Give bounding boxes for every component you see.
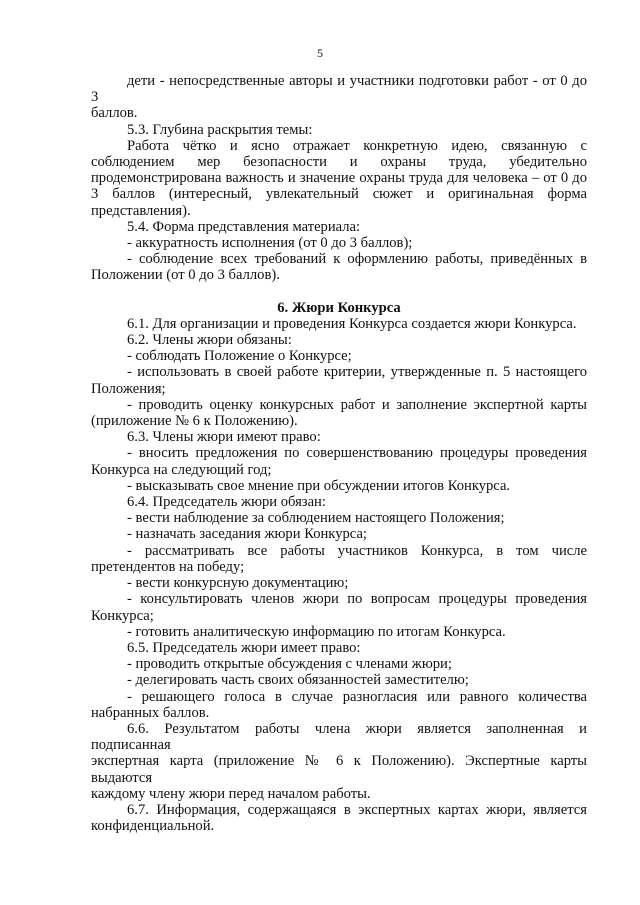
text-line: 3 баллов (интересный, увлекательный сюжет и оригинальная форма — [91, 186, 587, 203]
paragraph — [91, 445, 587, 477]
paragraph — [91, 689, 587, 721]
text-line: (приложение № 6 к Положению). — [91, 413, 298, 430]
paragraph — [91, 122, 587, 138]
text-line: 6.7. Информация, содержащаяся в экспертных картах жюри, является — [127, 801, 587, 818]
text-line: 6.2. Члены жюри обязаны: — [127, 332, 292, 349]
paragraph — [91, 802, 587, 834]
text-line: - высказывать свое мнение при обсуждении итогов Конкурса. — [127, 477, 511, 494]
paragraph — [91, 624, 587, 640]
text-line: Конкурса; — [91, 607, 154, 624]
paragraph — [91, 251, 587, 283]
paragraph — [91, 73, 587, 122]
text-line: 6.3. Члены жюри имеют право: — [127, 429, 321, 446]
text-line: Положения; — [91, 380, 166, 397]
text-line: претендентов на победу; — [91, 558, 245, 575]
text-line: дети - непосредственные авторы и участники подготовки работ - от 0 до 3 — [91, 73, 587, 106]
paragraph — [91, 429, 587, 445]
paragraph — [91, 348, 587, 364]
paragraph — [91, 397, 587, 429]
section-heading: 6. Жюри Конкурса — [277, 299, 401, 316]
text-line: - проводить оценку конкурсных работ и заполнение экспертной карты — [127, 396, 587, 413]
paragraph — [91, 575, 587, 591]
paragraph — [91, 721, 587, 802]
text-line: Конкурса на следующий год; — [91, 461, 272, 478]
text-line: баллов. — [91, 105, 138, 122]
text-line: продемонстрирована важность и значение охраны труда для человека – от 0 до — [91, 170, 587, 187]
document-body — [91, 73, 587, 834]
text-line: - соблюдать Положение о Конкурсе; — [127, 348, 352, 365]
text-line: 6.1. Для организации и проведения Конкурса создается жюри Конкурса. — [127, 315, 577, 332]
text-line: - соблюдение всех требований к оформлению работы, приведённых в — [127, 251, 587, 268]
text-line: - проводить открытые обсуждения с членами жюри; — [127, 656, 452, 673]
paragraph — [91, 364, 587, 396]
text-line: 6.5. Председатель жюри имеет право: — [127, 639, 361, 656]
paragraph — [91, 526, 587, 542]
text-line: соблюдением мер безопасности и охраны труда, убедительно — [91, 154, 587, 171]
text-line: каждому члену жюри перед началом работы. — [91, 785, 371, 802]
paragraph — [91, 672, 587, 688]
paragraph — [91, 316, 587, 332]
text-line: - решающего голоса в случае разногласия или равного количества — [127, 688, 587, 705]
text-line: - готовить аналитическую информацию по итогам Конкурса. — [127, 623, 506, 640]
paragraph — [91, 510, 587, 526]
text-line: конфиденциальной. — [91, 818, 215, 835]
paragraph — [91, 591, 587, 623]
text-line: - вести конкурсную документацию; — [127, 575, 349, 592]
text-line: - консультировать членов жюри по вопросам процедуры проведения — [127, 591, 587, 608]
paragraph — [91, 478, 587, 494]
paragraph — [91, 235, 587, 251]
page-number: 5 — [317, 46, 323, 60]
text-line: - назначать заседания жюри Конкурса; — [127, 526, 367, 543]
text-line: 6.4. Председатель жюри обязан: — [127, 494, 326, 511]
text-line: Работа чётко и ясно отражает конкретную идею, связанную с — [127, 137, 587, 154]
text-line: - делегировать часть своих обязанностей заместителю; — [127, 672, 469, 689]
text-line: 6.6. Результатом работы члена жюри является заполненная и подписанная — [91, 720, 587, 754]
text-line: - рассматривать все работы участников Конкурса, в том числе — [127, 542, 587, 559]
text-line: представления). — [91, 202, 191, 219]
text-line: - использовать в своей работе критерии, утвержденные п. 5 настоящего — [127, 364, 587, 381]
text-line: - аккуратность исполнения (от 0 до 3 баллов); — [127, 235, 413, 252]
paragraph — [91, 640, 587, 656]
paragraph — [91, 138, 587, 219]
text-line: Положении (от 0 до 3 баллов). — [91, 267, 280, 284]
text-line: 5.4. Форма представления материала: — [127, 218, 361, 235]
text-line: набранных баллов. — [91, 704, 210, 721]
text-line: - вносить предложения по совершенствованию процедуры проведения — [127, 445, 587, 462]
text-line: экспертная карта (приложение № 6 к Положению). Экспертные карты выдаются — [91, 753, 587, 786]
text-line: - вести наблюдение за соблюдением настоящего Положения; — [127, 510, 505, 527]
paragraph — [91, 332, 587, 348]
paragraph — [91, 656, 587, 672]
paragraph — [91, 219, 587, 235]
paragraph — [91, 543, 587, 575]
text-line: 5.3. Глубина раскрытия темы: — [127, 121, 313, 138]
paragraph — [91, 494, 587, 510]
